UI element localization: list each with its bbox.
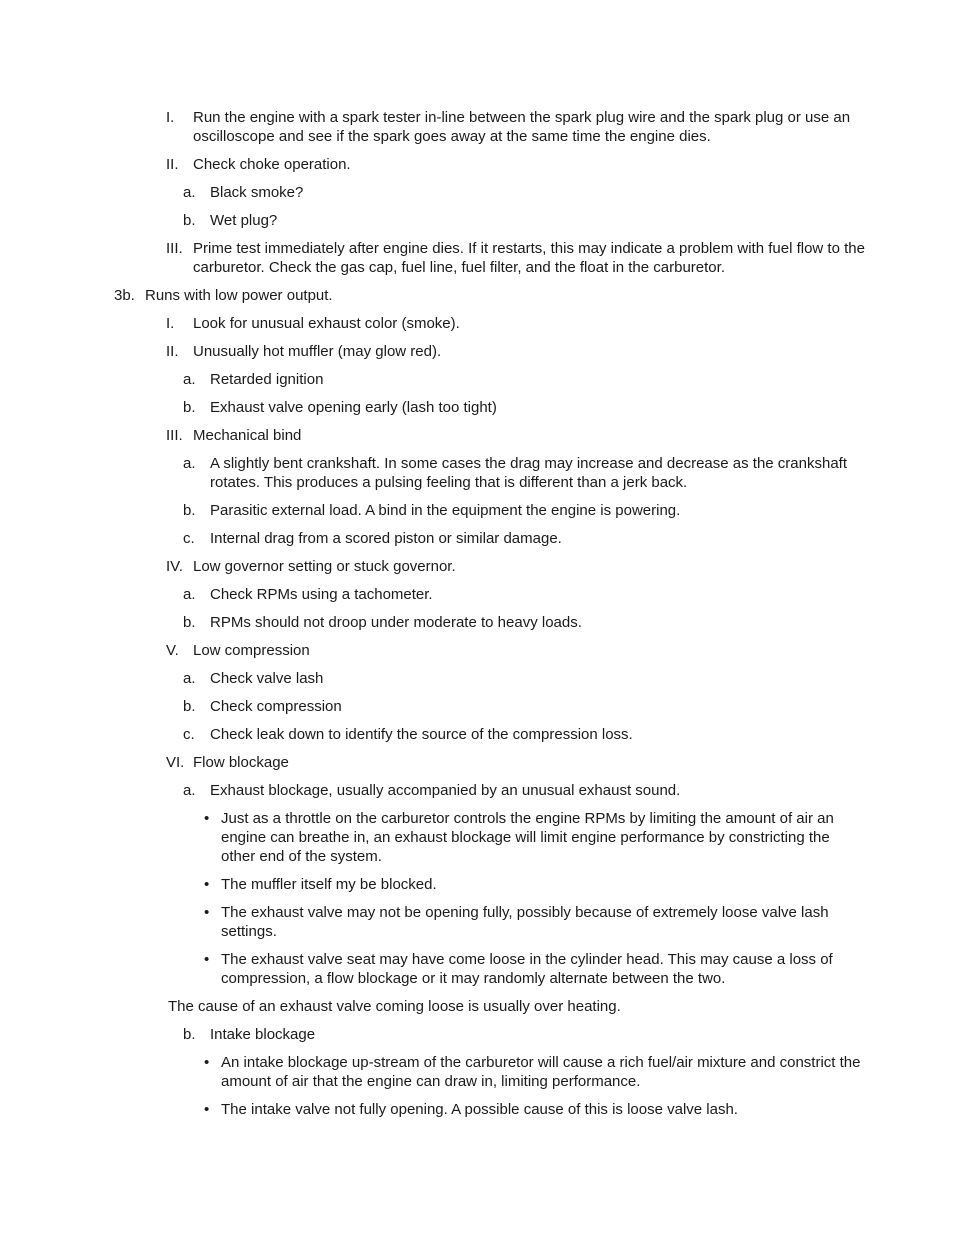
item-text: Runs with low power output. [145, 287, 333, 304]
letter-list-item [0, 613, 954, 632]
list-marker: I. [166, 315, 175, 332]
letter-list-item [0, 454, 954, 492]
document-body [0, 108, 954, 1128]
roman-list-item [0, 641, 954, 660]
item-text: RPMs should not droop under moderate to heavy loads. [210, 614, 582, 631]
letter-list-item [0, 211, 954, 230]
list-marker: a. [183, 184, 196, 201]
bullet-list-item [0, 1053, 954, 1091]
item-text: The exhaust valve seat may have come loose in the cylinder head. This may cause a loss of compression, a flow blockage or it may randomly alternate between the two. [221, 951, 833, 987]
item-text: Run the engine with a spark tester in-line between the spark plug wire and the spark plug or use an oscilloscope and see if the spark goes away at the same time the engine dies. [193, 109, 851, 145]
roman-list-item [0, 314, 954, 333]
list-marker: b. [183, 502, 196, 519]
list-marker: a. [183, 586, 196, 603]
letter-list-item [0, 398, 954, 417]
bullet-icon: • [204, 904, 210, 921]
list-marker: II. [166, 156, 179, 173]
list-marker: a. [183, 782, 196, 799]
letter-list-item [0, 697, 954, 716]
list-marker: a. [183, 455, 196, 472]
list-marker: a. [183, 670, 196, 687]
bullet-icon: • [204, 810, 210, 827]
list-marker: III. [166, 240, 183, 257]
item-text: Intake blockage [210, 1026, 316, 1043]
bullet-icon: • [204, 1054, 210, 1071]
item-text: Prime test immediately after engine dies. If it restarts, this may indicate a problem with fuel flow to the carburetor. Check the gas cap, fuel line, fuel filter, and the float in the carburetor. [193, 240, 865, 276]
list-marker: b. [183, 614, 196, 631]
item-text: The intake valve not fully opening. A possible cause of this is loose valve lash. [221, 1101, 738, 1118]
bullet-icon: • [204, 1101, 210, 1118]
roman-list-item [0, 155, 954, 174]
list-marker: b. [183, 399, 196, 416]
list-marker: b. [183, 698, 196, 715]
list-marker: b. [183, 1026, 196, 1043]
bullet-list-item [0, 903, 954, 941]
item-text: An intake blockage up-stream of the carburetor will cause a rich fuel/air mixture and constrict the amount of air that the engine can draw in, limiting performance. [221, 1054, 861, 1090]
item-text: The exhaust valve may not be opening fully, possibly because of extremely loose valve lash settings. [221, 904, 829, 940]
bullet-icon: • [204, 951, 210, 968]
item-text: Flow blockage [193, 754, 289, 771]
item-text: Check leak down to identify the source of the compression loss. [210, 726, 633, 743]
item-text: Exhaust blockage, usually accompanied by an unusual exhaust sound. [210, 782, 681, 799]
item-text: Low compression [193, 642, 310, 659]
bullet-list-item [0, 950, 954, 988]
roman-list-item [0, 239, 954, 277]
roman-list-item [0, 557, 954, 576]
letter-list-item [0, 183, 954, 202]
list-marker: III. [166, 427, 183, 444]
list-marker: VI. [166, 754, 185, 771]
bullet-icon: • [204, 876, 210, 893]
list-marker: IV. [166, 558, 183, 575]
bullet-list-item [0, 809, 954, 866]
item-text: Check compression [210, 698, 342, 715]
section-item [0, 286, 954, 305]
item-text: Look for unusual exhaust color (smoke). [193, 315, 460, 332]
letter-list-item [0, 529, 954, 548]
letter-list-item [0, 585, 954, 604]
letter-list-item [0, 370, 954, 389]
list-marker: II. [166, 343, 179, 360]
item-text: Internal drag from a scored piston or similar damage. [210, 530, 562, 547]
item-text: Low governor setting or stuck governor. [193, 558, 456, 575]
item-text: Mechanical bind [193, 427, 302, 444]
letter-list-item [0, 725, 954, 744]
list-marker: 3b. [114, 287, 135, 304]
list-marker: c. [183, 726, 195, 743]
item-text: Check choke operation. [193, 156, 351, 173]
roman-list-item [0, 753, 954, 772]
item-text: Unusually hot muffler (may glow red). [193, 343, 442, 360]
item-text: Check valve lash [210, 670, 324, 687]
list-marker: I. [166, 109, 175, 126]
paragraph [0, 997, 954, 1016]
roman-list-item [0, 342, 954, 361]
letter-list-item [0, 501, 954, 520]
list-marker: b. [183, 212, 196, 229]
item-text: A slightly bent crankshaft. In some cases the drag may increase and decrease as the crankshaft rotates. This produces a pulsing feeling that is different than a jerk back. [210, 455, 848, 491]
letter-list-item [0, 669, 954, 688]
letter-list-item [0, 1025, 954, 1044]
item-text: The cause of an exhaust valve coming loose is usually over heating. [168, 998, 621, 1015]
item-text: Check RPMs using a tachometer. [210, 586, 433, 603]
item-text: Exhaust valve opening early (lash too tight) [210, 399, 497, 416]
item-text: Retarded ignition [210, 371, 324, 388]
item-text: Just as a throttle on the carburetor controls the engine RPMs by limiting the amount of air an engine can breathe in, an exhaust blockage will limit engine performance by constricting the other end of the system. [221, 810, 834, 865]
item-text: Black smoke? [210, 184, 304, 201]
bullet-list-item [0, 875, 954, 894]
letter-list-item [0, 781, 954, 800]
item-text: The muffler itself my be blocked. [221, 876, 437, 893]
list-marker: a. [183, 371, 196, 388]
list-marker: V. [166, 642, 179, 659]
item-text: Wet plug? [210, 212, 278, 229]
roman-list-item [0, 108, 954, 146]
item-text: Parasitic external load. A bind in the equipment the engine is powering. [210, 502, 681, 519]
roman-list-item [0, 426, 954, 445]
bullet-list-item [0, 1100, 954, 1119]
list-marker: c. [183, 530, 195, 547]
